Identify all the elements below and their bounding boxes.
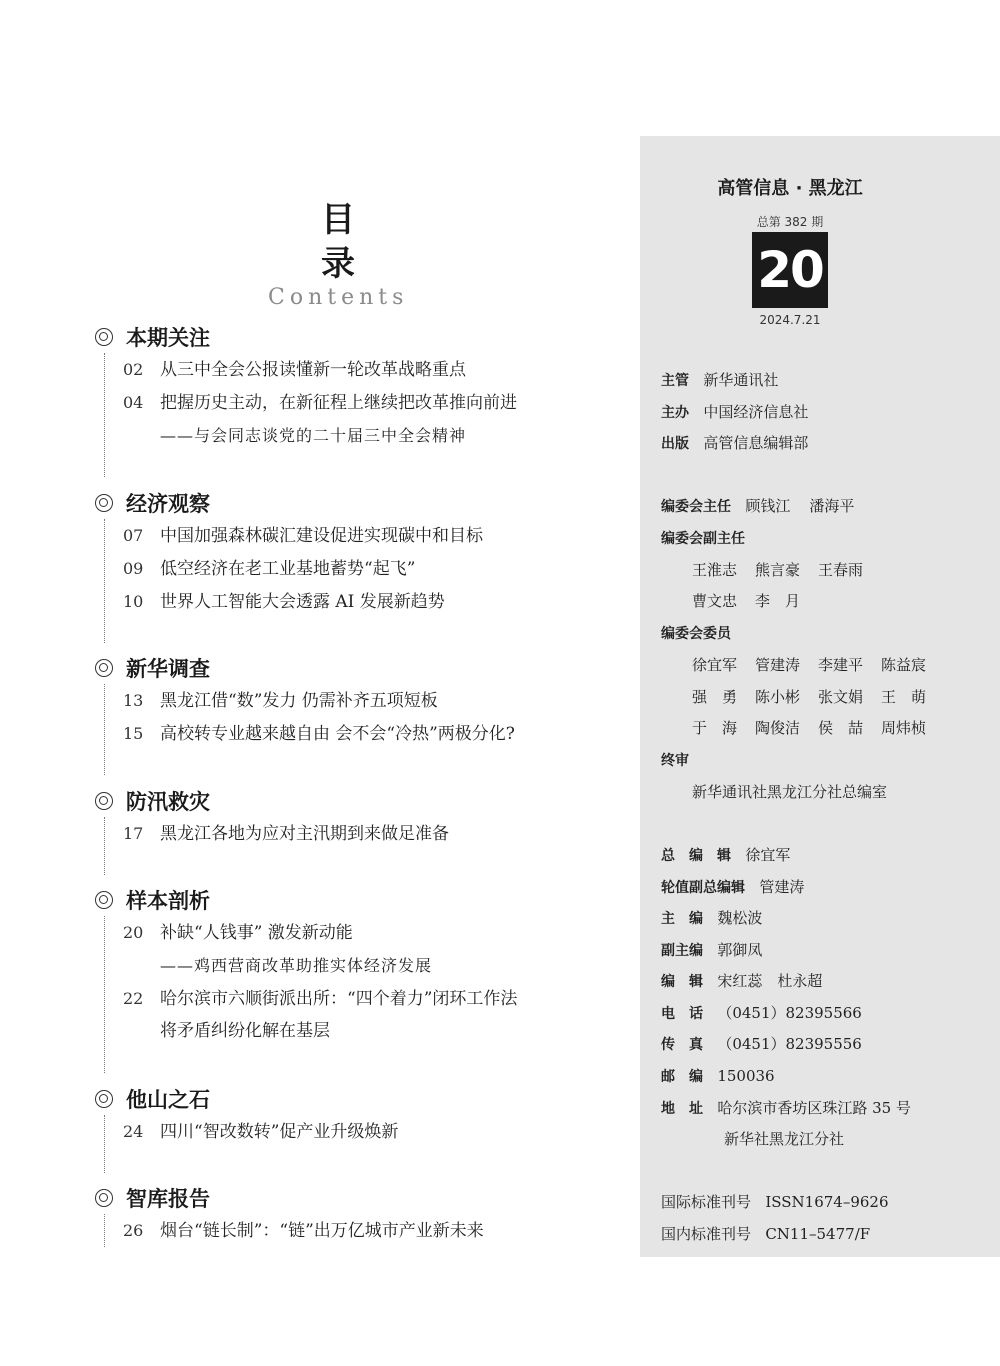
article-title: 补缺“人钱事” 激发新动能 [160, 923, 353, 943]
editorial-row [661, 1098, 911, 1119]
page-number: 24 [123, 1122, 144, 1141]
field-value: 哈尔滨市香坊区珠江路 35 号 [717, 1099, 911, 1117]
deputy-names [692, 560, 881, 580]
person-name: 熊言豪 [755, 561, 801, 579]
section-title: 本期关注 [126, 325, 210, 350]
person-name: 潘海平 [809, 497, 855, 515]
article-title: 烟台“链长制”：“链”出万亿城市产业新未来 [160, 1221, 484, 1241]
toc-section [95, 886, 615, 1073]
toc-item[interactable] [123, 519, 615, 552]
page-number: 20 [123, 923, 144, 942]
field-label: 国际标准刊号 [661, 1193, 752, 1211]
article-title: 黑龙江各地为应对主汛期到来做足准备 [160, 824, 449, 844]
field-label: 电 话 [661, 1006, 703, 1022]
toc-subtitle: ——与会同志谈党的二十届三中全会精神 [160, 426, 467, 445]
toc-section [95, 787, 615, 875]
magazine-name: 高管信息 · 黑龙江 [717, 178, 863, 199]
toc-item[interactable] [123, 1214, 615, 1247]
article-title: 黑龙江借“数”发力 仍需补齐五项短板 [160, 691, 438, 711]
person-name: 顾钱江 [745, 497, 791, 515]
person-name: 陶俊洁 [755, 719, 801, 737]
page-number: 17 [123, 824, 144, 843]
editorial-row [661, 1003, 862, 1024]
field-value: 中国经济信息社 [703, 403, 809, 421]
article-title: 从三中全会公报读懂新一轮改革战略重点 [160, 360, 466, 380]
toc-subtitle: ——鸡西营商改革助推实体经济发展 [160, 956, 433, 975]
toc-title [268, 198, 408, 310]
field-value: 150036 [717, 1067, 775, 1085]
final-review-label [661, 750, 689, 771]
person-name: 管建涛 [755, 656, 801, 674]
masthead-panel [640, 136, 1000, 1257]
bullseye-icon [95, 328, 113, 346]
field-label: 编 辑 [661, 974, 703, 990]
toc-section [95, 489, 615, 643]
bullseye-icon [95, 1090, 113, 1108]
person-name: 王淮志 [692, 561, 738, 579]
page-number: 15 [123, 724, 144, 743]
field-label: 总 编 辑 [661, 848, 731, 864]
field-value: CN11–5477/F [765, 1225, 871, 1243]
editorial-row [661, 877, 804, 898]
article-title: 四川“智改数转”促产业升级焕新 [160, 1122, 399, 1142]
field-label: 编委会委员 [661, 626, 731, 642]
person-name: 于 海 [692, 719, 738, 737]
page-number: 02 [123, 360, 144, 379]
person-name: 徐宜军 [692, 656, 738, 674]
editorial-row [661, 1034, 862, 1055]
article-title: 哈尔滨市六顺街派出所：“四个着力”闭环工作法 [160, 989, 518, 1009]
toc-title-en: Contents [268, 285, 409, 310]
article-title: 把握历史主动，在新征程上继续把改革推向前进 [160, 393, 517, 413]
field-label: 主管 [661, 373, 689, 389]
toc-item[interactable] [123, 684, 615, 717]
publisher-row [661, 370, 778, 391]
serial-row [661, 1224, 870, 1244]
toc-item[interactable] [123, 353, 615, 386]
field-value: 郭御凤 [717, 941, 763, 959]
member-names [692, 655, 944, 675]
toc-item[interactable] [123, 817, 615, 850]
final-review-value [692, 782, 887, 802]
toc-section [95, 323, 615, 477]
field-value: 魏松波 [717, 909, 763, 927]
article-title: 世界人工智能大会透露 AI 发展新趋势 [160, 592, 445, 612]
bullseye-icon [95, 891, 113, 909]
member-names [692, 718, 944, 738]
field-label: 终审 [661, 753, 689, 769]
person-name: 周炜桢 [881, 719, 927, 737]
committee-members-label [661, 623, 731, 644]
person-name: 强 勇 [692, 688, 738, 706]
member-names [692, 687, 944, 707]
editorial-row [661, 908, 762, 929]
field-value: 高管信息编辑部 [703, 434, 809, 452]
toc-section [95, 1085, 615, 1173]
toc-item[interactable] [123, 916, 615, 949]
editorial-row [724, 1129, 844, 1149]
field-value: 新华社黑龙江分社 [724, 1130, 845, 1148]
person-name: 李建平 [818, 656, 864, 674]
field-value: 徐宜军 [745, 846, 791, 864]
field-value: 新华通讯社 [703, 371, 779, 389]
field-label: 传 真 [661, 1037, 703, 1053]
toc-item[interactable] [123, 1115, 615, 1148]
serial-row [661, 1192, 889, 1212]
toc-title-continuation: 将矛盾纠纷化解在基层 [160, 1021, 330, 1041]
toc-item[interactable] [123, 585, 615, 618]
field-label: 邮 编 [661, 1069, 703, 1085]
bullseye-icon [95, 1189, 113, 1207]
toc-item[interactable] [123, 982, 615, 1015]
committee-deputy-label [661, 528, 745, 549]
field-label: 国内标准刊号 [661, 1225, 752, 1243]
section-title: 样本剖析 [126, 888, 210, 913]
section-title: 智库报告 [126, 1186, 210, 1211]
toc-item[interactable] [123, 552, 615, 585]
article-title: 高校转专业越来越自由 会不会“冷热”两极分化? [160, 724, 515, 744]
page-number: 07 [123, 526, 144, 545]
page-number: 10 [123, 592, 144, 611]
toc-section [95, 654, 615, 775]
field-value: （0451）82395566 [717, 1004, 862, 1022]
person-name: 王春雨 [818, 561, 864, 579]
editorial-row [661, 1066, 775, 1087]
field-label: 出版 [661, 436, 689, 452]
publisher-row [661, 402, 808, 423]
person-name: 曹文忠 [692, 592, 738, 610]
publish-date: 2024.7.21 [759, 313, 821, 327]
field-label: 主办 [661, 405, 689, 421]
person-name: 张文娟 [818, 688, 864, 706]
page-number: 22 [123, 989, 144, 1008]
bullseye-icon [95, 792, 113, 810]
issue-number: 20 [752, 232, 828, 308]
editorial-row [661, 845, 790, 866]
field-value: 宋红蕊 杜永超 [717, 972, 823, 990]
section-title: 防汛救灾 [126, 789, 210, 814]
field-value: 新华通讯社黑龙江分社总编室 [692, 783, 888, 801]
bullseye-icon [95, 659, 113, 677]
section-title: 新华调查 [126, 656, 210, 681]
field-label: 轮值副总编辑 [661, 880, 745, 896]
person-name: 李 月 [755, 592, 801, 610]
field-label: 主 编 [661, 911, 703, 927]
page-number: 13 [123, 691, 144, 710]
toc-title-cn: 目录 [321, 200, 383, 284]
field-label: 地 址 [661, 1101, 703, 1117]
field-label: 编委会副主任 [661, 531, 745, 547]
committee-director-row [661, 496, 854, 517]
page-number: 09 [123, 559, 144, 578]
section-title: 他山之石 [126, 1087, 210, 1112]
field-value: ISSN1674–9626 [765, 1193, 889, 1211]
article-title: 低空经济在老工业基地蓄势“起飞” [160, 559, 416, 579]
toc-item[interactable] [123, 717, 615, 750]
field-value: （0451）82395556 [717, 1035, 862, 1053]
field-label: 副主编 [661, 943, 703, 959]
field-value: 管建涛 [759, 878, 805, 896]
bullseye-icon [95, 494, 113, 512]
page-number: 26 [123, 1221, 144, 1240]
toc-item[interactable] [123, 386, 615, 419]
section-title: 经济观察 [126, 491, 210, 516]
toc-section [95, 1184, 615, 1247]
field-label: 编委会主任 [661, 499, 731, 515]
person-name: 陈益宸 [881, 656, 927, 674]
person-name: 王 萌 [881, 688, 927, 706]
total-issue: 总第 382 期 [756, 215, 824, 229]
deputy-names [692, 591, 818, 611]
publisher-row [661, 433, 808, 454]
page-number: 04 [123, 393, 144, 412]
article-title: 中国加强森林碳汇建设促进实现碳中和目标 [160, 526, 483, 546]
editorial-row [661, 971, 822, 992]
editorial-row [661, 940, 762, 961]
person-name: 陈小彬 [755, 688, 801, 706]
person-name: 侯 喆 [818, 719, 864, 737]
